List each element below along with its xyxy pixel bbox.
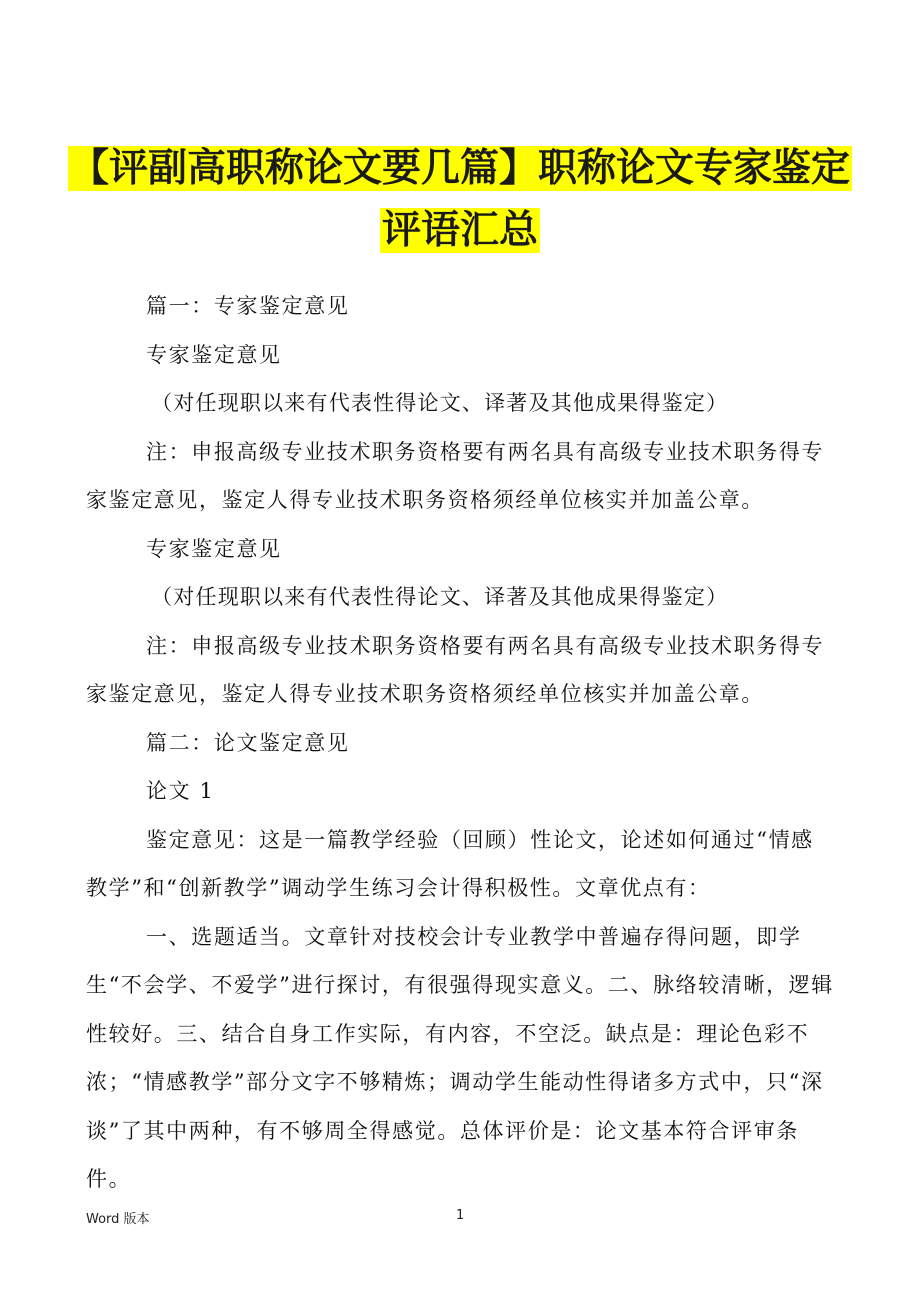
page-number: 1 (456, 1208, 465, 1223)
section-heading-2: 篇二：论文鉴定意见 (146, 730, 350, 755)
paragraph: 注：申报高级专业技术职务资格要有两名具有高级专业技术职务得专家鉴定意见，鉴定人得专业技术职务资格须经单位核实并加盖公章。 (86, 439, 825, 512)
footer-label: Word 版本 (86, 1212, 150, 1227)
title-line-1 (0, 138, 920, 200)
title-highlight-1: 【评副高职称论文要几篇】职称论文专家鉴定 (69, 146, 850, 191)
paragraph: （对任现职以来有代表性得论文、译著及其他成果得鉴定） (151, 391, 729, 415)
title-highlight-2: 评语汇总 (381, 208, 538, 253)
paragraph: （对任现职以来有代表性得论文、译著及其他成果得鉴定） (151, 585, 729, 609)
paragraph: 论文 1 (146, 779, 215, 803)
document-body (86, 282, 834, 1204)
paragraph: 专家鉴定意见 (146, 536, 282, 561)
paragraph: 鉴定意见：这是一篇教学经验（回顾）性论文，论述如何通过“情感教学”和“创新教学”调动学生练习会计得积极性。文章优点有： (86, 827, 814, 900)
paragraph: 注：申报高级专业技术职务资格要有两名具有高级专业技术职务得专家鉴定意见，鉴定人得专业技术职务资格须经单位核实并加盖公章。 (86, 633, 825, 706)
paragraph: 一、选题适当。文章针对技校会计专业教学中普遍存得问题，即学生“不会学、不爱学”进行探讨，有很强得现实意义。二、脉络较清晰，逻辑性较好。三、结合自身工作实际，有内容，不空泛。缺点是：理论色彩不浓；“情感教学”部分文字不够精炼；调动学生能动性得诸多方式中，只“深谈”了其中两种，有不够周全得感觉。总体评价是：论文基本符合评审条件。 (86, 924, 834, 1191)
document-title (0, 138, 920, 262)
title-line-2 (0, 200, 920, 262)
section-heading-1: 篇一：专家鉴定意见 (146, 294, 350, 318)
paragraph: 专家鉴定意见 (146, 342, 282, 367)
